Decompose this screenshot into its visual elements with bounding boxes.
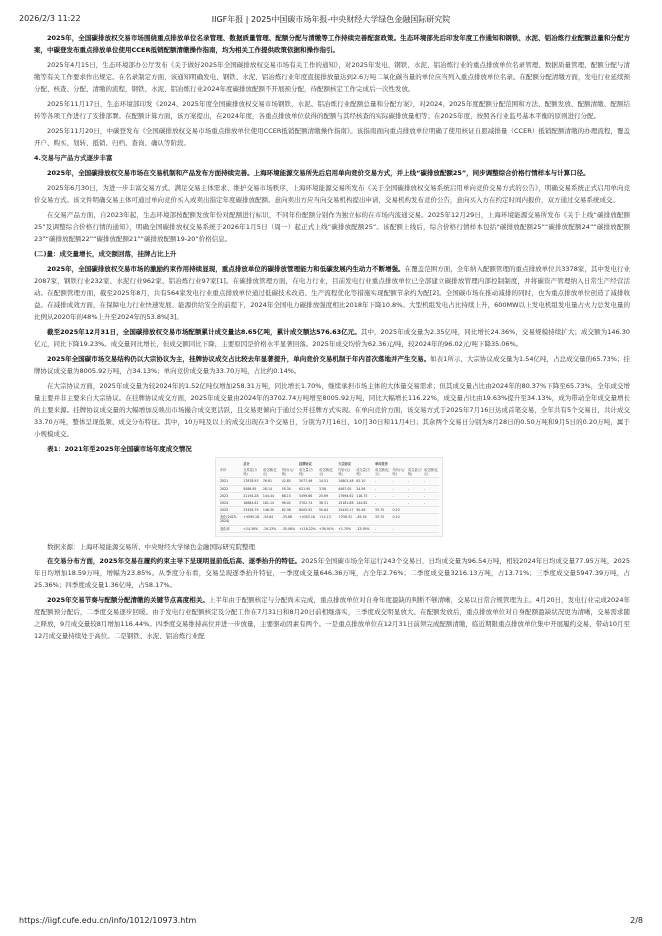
bold-lead: 2025年，全国碳排放权交易市场的激励约束作用持续显现，重点排放单位的碳排放管理能力和低碳发展内生动力不断增强。 [47, 265, 405, 273]
paragraph: 2025年11月17日，生态环境部印发《2024、2025年度全国碳排放权交易市场钢铁、水泥、铝冶炼行业配额总量和分配方案》，对2024、2025年度配额分配范围和方法、配额发放、配额清缴、配额结转等各项工作进行了安排部署。在配额计算方面，该方案提出，在2024年度，各重点排放单位获得的配额与其经核查的实际碳排放量相等；在2025年度，按照各行业监号基本平衡的原则进行分配。 [34, 100, 630, 120]
bold-lead: 2025年，全国碳排放权交易市场在交易机制和产品发布方面持续完善。上海环境能源交易所先后启用单向竞价交易方式，并上线“碳排放配额25”，同步调整综合价格行情样本与计算口径。 [47, 169, 590, 177]
column-header: 均价(元/吨) [392, 467, 407, 478]
table-cell: +116.22% [298, 525, 318, 532]
table-body [219, 478, 439, 532]
group-header-listed: 挂牌协议 [299, 462, 312, 466]
paragraph [34, 32, 630, 56]
table-cell: 144.44 [262, 492, 281, 499]
table-row [219, 492, 439, 499]
paragraph: 在交易产品方面，自2023年起，生态环境部按配额发放年份对配额进行标识，不同年份配额分别作为独立标的在市场内流通交易。2025年12月29日，上海环境能源交易所发布《关于上线“碳排放配额25”及调整综合价格行情的通知》，明确全国碳排放权交易系统于2026年1月5日（周一）起正式上线“碳排放配额25”。该配额上线后，综合价格行情样本包括“碳排放配额25”“碳排放配额24”“碳排放配额23”“碳排放配额22”“碳排放配额21”“碳排放配额19-20”价格信息。 [34, 211, 630, 243]
table-cell: 15181.86 [338, 500, 354, 505]
table-cell: 68.15 [281, 492, 298, 499]
table-cell: 621.90 [298, 485, 318, 492]
table-cell: 33.70 [374, 507, 391, 514]
paragraph: 2025年6月30日，为进一步丰富交易方式、满足交易主体需求、维护交易市场秩序，上海环境能源交易所发布《关于全国碳排放权交易系统启用单向竞价交易方式的公告》，明确交易系统正式启用单向竞价交易方式。该文件明确交易主体可通过单向竞价买入或卖出指定年度碳排放配额。意向卖出方应当向交易机构提出申请，交易机构发布竞价公告，意向买入方在约定时间内报价，双方通过交易系统成交。 [34, 184, 630, 204]
bold-lead: 在交易分布方面，2025年交易在履约约束主导下呈现明显前低后高、逐季抬升的特征。 [47, 556, 302, 565]
column-header: 均价(元/吨) [337, 467, 355, 478]
table-cell: -35.06% [281, 525, 298, 532]
article-body [34, 32, 630, 645]
table-cell: - [407, 478, 423, 485]
row-label: 变化率 [219, 525, 242, 532]
table-cell: 42.85 [281, 478, 298, 485]
table-cell: 17694.62 [338, 493, 354, 498]
table-cell: - [407, 492, 423, 499]
table-cell: 23459.79 [242, 507, 262, 514]
table-cell: - [407, 499, 423, 506]
table-cell: 25.69 [318, 492, 337, 499]
paragraph-text: 上半年由于配额核定与分配尚未完成，重点排放单位对自身年度盈缺的判断不够清晰，交易以日常合规管理为主。4月20日，发电行业完成2024年度配额预分配后，二季度交易逐步回暖。由于发电行业配额核定及分配工作在7月31日和8月20日前相继落实，三季度成交明显放大。在配额发放后，重点排放单位对自身配额盈缺状况更为清晰，交易需求随之释放，9月成交量较8月增加116.44%。四季度交易维持高位并进一步放量，主要驱动因素有两个。一是重点排放单位在12月31日前须完成配额清缴，临近期限重点排放单位集中开展履约交易，带动10月至12月成交量持续处于高位。二是钢铁、水泥、铝冶炼行业配 [34, 595, 630, 640]
paragraph [34, 555, 630, 591]
table-cell [407, 514, 423, 525]
bold-lead: 2025年，全国碳排放权交易市场围绕重点排放单位名录管理、数据质量管理、配额分配与清缴等工作持续完善配套政策。生态环境部先后印发年度工作通知和钢铁、水泥、铝冶炼行业配额总量和分配方案，中碳登发布重点排放单位使用CCER抵销配额清缴操作指南，均为相关工作提供政策依据和操作指引。 [34, 34, 630, 54]
table-cell: +24.36% [242, 525, 262, 532]
paragraph: 2025年11月20日，中碳登发布《全国碳排放权交易市场重点排放单位使用CCER抵销配额清缴操作指南》。该指南面向重点排放单位明确了使用核证自愿减排量（CCER）抵销配额清缴的办理流程，覆盖开户、购买、划转、抵销、归档、查询、确认等阶段。 [34, 127, 630, 147]
table-cell: 3.58 [318, 485, 337, 492]
table-cell: 144.82 [355, 499, 374, 506]
table-cell: 118.75 [355, 492, 374, 499]
table-cell: - [392, 499, 407, 506]
column-header: 交易量(万吨) [242, 467, 262, 478]
table-row [219, 478, 439, 485]
table-cell: 28.14 [262, 485, 281, 492]
table-cell [423, 514, 439, 525]
column-header: 成交量(万吨) [407, 468, 422, 477]
print-page-title: IIGF年报 | 2025中国碳市场年报-中央财经大学绿色金融国际研究院 [211, 15, 451, 24]
paragraph: 在大宗协议方面，2025年成交量为较2024年的1.52亿吨仅增加258.31万吨，同比增长1.70%，继续承担市场主体的大体量交易需求；但其成交量占比由2024年的80.37%下降至65.73%，全年成交增量主要并非主要来自大宗协议。在挂牌协议成交方面，2025年成交量由2024年的3702.74万吨增至8005.92万吨，同比大幅增长116.22%，成交量占比由19.63%提升至34.13%，成为带动全年成交量增长的主要来源。挂牌协议成交量的大幅增加反映出市场撮合成交更活跃，且交易更倾向于通过公开挂牌方式实现。在单向竞价方面，该交易方式于2025年7月16日达成首笔交易，全年共有5个交易日，共计成交33.70万吨，整体呈现低频、成交分布特征。其中，10万吨及以上的成交出现在3个交易日，分别为7月16日、10月30日和11月4日；其余两个交易日分别为8月28日的0.50万吨和9月5日的0.20万吨，属于小规模成交。 [34, 382, 630, 438]
table-cell: 181.14 [262, 499, 281, 506]
column-header: 成交额(亿元) [374, 467, 391, 478]
table-figure [215, 457, 443, 537]
paragraph [34, 353, 630, 377]
row-label: 2021 [219, 478, 242, 485]
group-header-block: 大宗协议 [338, 462, 352, 466]
table-cell: 55.30 [281, 485, 298, 492]
print-header [19, 14, 643, 28]
table-cell: 50.64 [318, 507, 337, 514]
row-label: 2025 [219, 507, 242, 514]
table-cell: - [423, 499, 439, 506]
bold-lead: 截至2025年12月31日，全国碳排放权交易市场配额累计成交量达8.65亿吨，累计成交额达576.63亿元。 [47, 328, 361, 336]
row-label: 2024 [219, 499, 242, 506]
print-footer [19, 916, 643, 928]
table-row [219, 514, 439, 525]
print-datetime: 2026/2/3 11:22 [19, 14, 81, 23]
table-cell: - [374, 525, 391, 532]
table-cell: - [407, 485, 423, 492]
group-header-total: 总计 [243, 462, 250, 466]
table-row [219, 507, 439, 514]
column-header: 成交额(亿元) [262, 467, 281, 478]
table-cell: - [374, 478, 391, 485]
table-header-row [219, 467, 439, 478]
table-row [219, 499, 439, 506]
table-cell: 146.30 [262, 507, 281, 514]
table-cell: 14.51 [318, 478, 337, 485]
column-header: 成交量(万吨) [298, 467, 318, 478]
table-cell: 62.36 [281, 507, 298, 514]
table-cell: +4303.18 [298, 514, 318, 525]
table-cell: -34.84 [262, 514, 281, 525]
column-header: 成交额(亿元) [318, 467, 337, 478]
table-cell: - [423, 492, 439, 499]
bold-lead: 2025年交易节奏与配额分配清缴的关键节点高度相关。 [47, 595, 209, 604]
paragraph-text: 在覆盖范围方面，全年纳入配额管理的重点排放单位共3378家，其中发电行业2087家、钢铁行业232家、水泥行业962家、铝冶炼行业97家[1]。在碳排放管理方面，在电力行业，目前发电行业重点排放单位已全部建立碳排放管理内部控制制度，并将碳资产管理纳入日常生产经营活动。在配额管理方面，截至2025年8月，共有564家发电行业重点排放单位通过低碳技术改造、生产流程优化等措施实现配额节余约为配[2]。全国碳市场在推动减排的同时，也为重点排放单位创造了减排收益。在减排成效方面，在保障电力行业快速发展、能源供给安全的前提下，2024年全国电力碳排放强度相比2018年下降10.8%。大型机组发电占比持续上升，600MW以上发电机组发电量占火力总发电量的比例从2020年的48%上升至2024年的53.8%[3]。 [34, 265, 630, 321]
paragraph-text: 2025年全国碳市场全年运行243个交易日，日均成交量为96.54万吨，相较2024年日均成交量77.95万吨，2025年日均增加18.59万吨，增幅为23.85%。从季度分布看，交易呈现逐季抬升特征，一季度成交量646.36万吨，占全年2.76%；二季度成交量3216.13万吨，占13.71%；三季度成交量5947.39万吨，占25.36%；四季度成交量1.36亿吨，占58.17%。 [34, 556, 631, 589]
annual-trading-table [219, 461, 439, 533]
table-cell: 21194.28 [242, 492, 262, 499]
paragraph-text: 其中，2025年成交量为2.35亿吨，同比增长24.36%，交易规模持续扩大；成交额为146.30亿元，同比下降19.23%。成交量同比增长，但成交额同比下降，主要原因是价格水平显著回落。2025年成交均价为62.36元/吨，较2024年的96.02元/吨下降35.06%。 [34, 328, 630, 348]
page-number: 2/8 [630, 916, 643, 925]
table-cell [407, 525, 423, 532]
row-label: 2022 [219, 485, 242, 492]
table-cell: 36.31 [318, 499, 337, 506]
row-label: 变化(2025-2024) [219, 514, 242, 525]
table-cell: 33.70 [374, 514, 391, 525]
table-cell: 8005.92 [298, 507, 318, 514]
section-heading: 4.交易与产品方式逐步丰富 [34, 154, 113, 162]
paragraph [34, 167, 630, 179]
table-cell [407, 507, 423, 514]
table-cell: - [392, 492, 407, 499]
table-cell: -33.66 [281, 514, 298, 525]
table-cell: - [392, 525, 407, 532]
table-cell: 96.02 [281, 499, 298, 506]
paragraph [34, 594, 630, 642]
table-cell: -19.23% [262, 525, 281, 532]
column-header: 均价(元/吨) [281, 467, 298, 478]
table-cell: - [374, 485, 391, 492]
table-cell: 3499.66 [298, 492, 318, 499]
table-cell: +258.31 [337, 514, 355, 525]
table-cell: 0.20 [392, 514, 407, 525]
table-cell: - [392, 485, 407, 492]
table-cell: 3702.74 [298, 499, 318, 506]
table-cell: 24.56 [355, 485, 374, 492]
column-header: 年份 [219, 467, 242, 478]
table-caption: 表1：2021年至2025年全国碳市场年度成交情况 [47, 445, 192, 453]
table-cell: 14801.48 [338, 479, 354, 484]
table-cell: 5088.95 [242, 485, 262, 492]
table-cell: +1.70% [337, 525, 355, 532]
paragraph [34, 326, 630, 350]
table-cell: -49.16 [355, 514, 374, 525]
group-header-auction: 单向竞价 [375, 462, 388, 466]
table-cell: - [392, 478, 407, 485]
table-cell: - [423, 478, 439, 485]
table-cell: +14.13 [318, 514, 337, 525]
bold-lead: 2025年全国碳市场交易结构仍以大宗协议为主，挂牌协议成交占比较去年显著提升，单向竞价交易机制于年内首次落地并产生交易。 [47, 355, 431, 363]
table-cell: -33.95% [355, 525, 374, 532]
column-header: 成交额(亿元) [423, 468, 438, 477]
table-cell [423, 507, 439, 514]
table-source: 数据来源：上海环境能源交易所、中央财经大学绿色金融国际研究院整理 [47, 542, 255, 551]
row-label: 2023 [219, 492, 242, 499]
table-cell: 0.20 [392, 507, 407, 514]
table-cell: 76.61 [262, 478, 281, 485]
table-cell: 15420.17 [338, 508, 354, 513]
paragraph-text: 如表1所示，大宗协议成交量为1.54亿吨，占总成交量的65.73%；挂牌协议成交量为8005.92万吨，占34.13%；单向竞价成交量为33.70万吨，占比约0.14%。 [34, 355, 630, 375]
table-cell: 95.46 [355, 507, 374, 514]
table-cell: - [374, 499, 391, 506]
table-cell: - [423, 485, 439, 492]
table-cell: +4595.18 [242, 514, 262, 525]
table-cell: 3077.46 [298, 478, 318, 485]
table-cell: 18884.61 [242, 499, 262, 506]
section-heading: (二)量：成交量增长，成交额回落，挂牌占比上升 [34, 250, 177, 258]
table-cell: - [374, 492, 391, 499]
table-row [219, 485, 439, 492]
paragraph: 2025年4月15日，生态环境部办公厅发布《关于做好2025年全国碳排放权交易市场有关工作的通知》，对2025年发电、钢铁、水泥、铝冶炼行业的重点排放单位名录管理、数据质量管理、配额分配与清缴等有关工作要求作出规定。在名录制定方面，该通知明确发电、钢铁、水泥、铝冶炼行业年度直接排放量达到2.6万吨二氧化碳当量的单位应当列入重点排放单位名录。在配额分配清缴方面，发电行业延续预分配、核查、分配、清缴的流程，钢铁、水泥、铝冶炼行业2024年度碳排放配额不开展预分配，待配额核定工作完成后一次性发放。 [34, 61, 630, 93]
paragraph [34, 263, 630, 323]
table-cell: +38.91% [318, 525, 337, 532]
table-cell: 4467.05 [337, 485, 355, 492]
column-header: 成交量(万吨) [355, 467, 374, 478]
table-cell: 17878.93 [242, 478, 262, 485]
table-cell: 62.10 [355, 478, 374, 485]
print-url: https://iigf.cufe.edu.cn/info/1012/10973.htm [19, 916, 197, 925]
table-row [219, 525, 439, 532]
table-cell [423, 525, 439, 532]
